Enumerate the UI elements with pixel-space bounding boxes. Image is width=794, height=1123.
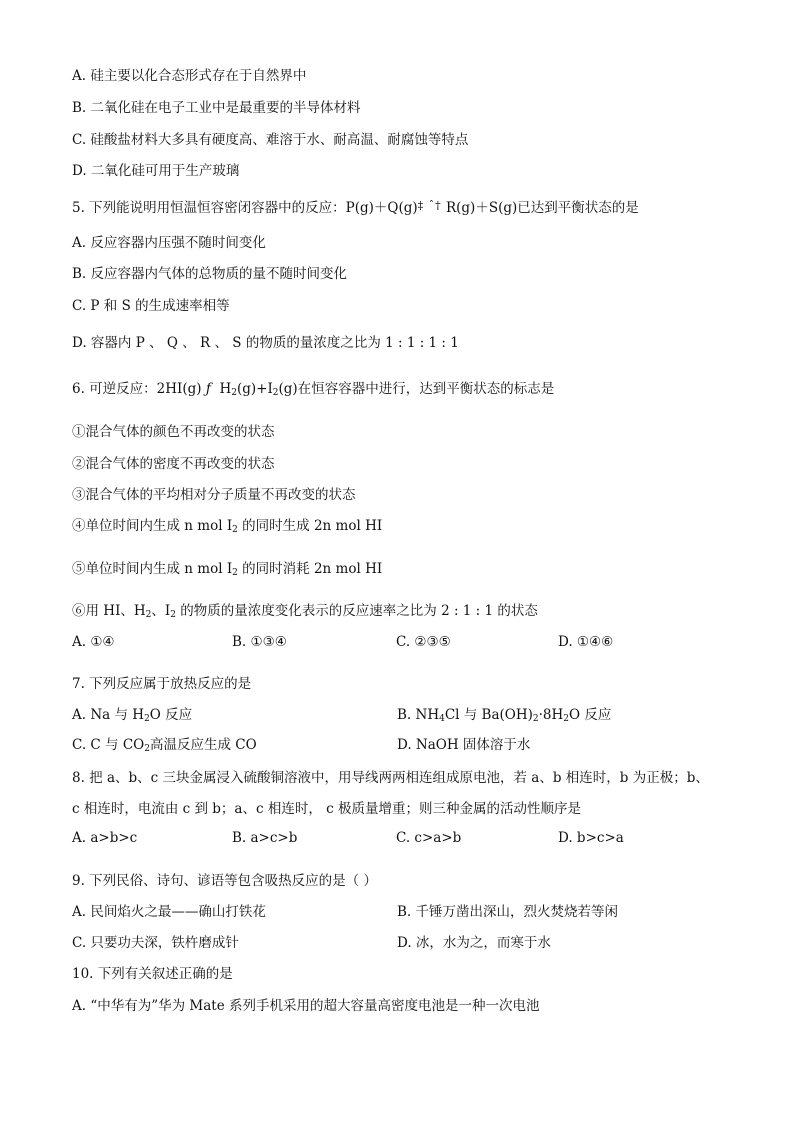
q6-stem-post: (g)在恒容容器中进行，达到平衡状态的标志是 [278, 381, 555, 397]
q7-sub: 2 [563, 714, 570, 724]
q7-sub: 4 [439, 714, 445, 724]
q6-sub: 2 [232, 525, 238, 535]
q6-statement-6 [72, 602, 538, 624]
q7-c-post: 高温反应生成 CO [149, 737, 257, 753]
q7-option-a [72, 706, 192, 728]
q7-a-post: O 反应 [149, 707, 193, 723]
q5-option-a: A. 反应容器内压强不随时间变化 [72, 235, 266, 251]
prev-option-c: C. 硅酸盐材料大多具有硬度高、难溶于水、耐高温、耐腐蚀等特点 [72, 132, 469, 148]
q7-option-d: D. NaOH 固体溶于水 [397, 737, 531, 753]
q10-option-a: A. “中华有为”华为 Mate 系列手机采用的超大容量高密度电池是一种一次电池 [72, 998, 540, 1014]
q7-a-pre: A. Na 与 H [72, 707, 145, 723]
prev-option-d: D. 二氧化硅可用于生产玻璃 [72, 163, 240, 179]
q5-option-b: B. 反应容器内气体的总物质的量不随时间变化 [72, 266, 348, 282]
q5-stem [72, 197, 639, 217]
equilibrium-arrow-icon: ƒ [205, 381, 211, 397]
q6-s4-post: 的同时生成 2n mol HI [237, 518, 383, 534]
q7-option-b [397, 706, 611, 728]
prev-option-a: A. 硅主要以化合态形式存在于自然界中 [72, 68, 307, 84]
q6-statement-4 [72, 517, 382, 539]
q6-s6-mid: 、I [151, 603, 171, 619]
q7-b-pre: B. NH [397, 707, 440, 723]
q7-stem: 7. 下列反应属于放热反应的是 [72, 676, 252, 692]
q7-b-mid: Cl 与 Ba(OH) [444, 707, 533, 723]
prev-option-b: B. 二氧化硅在电子工业中是最重要的半导体材料 [72, 100, 361, 116]
q10-stem: 10. 下列有关叙述正确的是 [72, 966, 233, 982]
q6-h: H [219, 381, 232, 397]
q6-sub: 2 [170, 610, 176, 620]
q6-statement-2: ②混合气体的密度不再改变的状态 [72, 456, 275, 472]
q9-option-a: A. 民间焰火之最——确山打铁花 [72, 904, 266, 920]
q6-s5-pre: ⑤单位时间内生成 n mol I [72, 561, 233, 577]
q6-stem [72, 380, 554, 402]
q5-option-d: D. 容器内 P 、 Q 、 R 、 S 的物质的量浓度之比为 1 : 1 : 1 : 1 [72, 335, 459, 351]
q6-mid: (g)+I [236, 381, 273, 397]
q6-s6-pre: ⑥用 HI、H [72, 603, 146, 619]
q9-option-c: C. 只要功夫深，铁杵磨成针 [72, 935, 239, 951]
q5-option-c: C. P 和 S 的生成速率相等 [72, 298, 230, 314]
q8-option-d: D. b>c>a [558, 830, 624, 846]
q9-stem: 9. 下列民俗、诗句、谚语等包含吸热反应的是（ ） [72, 873, 377, 889]
q6-s4-pre: ④单位时间内生成 n mol I [72, 518, 233, 534]
q5-reaction-right: R(g)＋S(g) [445, 200, 518, 216]
q6-sub: 2 [231, 388, 237, 398]
q7-b-post: ·8H [538, 707, 564, 723]
q8-option-b: B. a>c>b [232, 830, 298, 846]
q6-statement-5 [72, 560, 382, 582]
q6-sub: 2 [145, 610, 152, 620]
q7-sub: 2 [144, 714, 150, 724]
q9-option-b: B. 千锤万凿出深山，烈火焚烧若等闲 [397, 904, 619, 920]
q7-c-pre: C. C 与 CO [72, 737, 145, 753]
q7-b-end: O 反应 [569, 707, 612, 723]
q6-option-b: B. ①③④ [232, 634, 287, 650]
q6-stem-pre: 6. 可逆反应：2HI(g) [72, 381, 202, 397]
q5-stem-pre: 5. 下列能说明用恒温恒容密闭容器中的反应： [72, 200, 346, 216]
q7-sub: 2 [144, 744, 150, 754]
equilibrium-arrow-icon: ‡ ˆ† [417, 199, 442, 212]
q8-option-a: A. a>b>c [72, 830, 138, 846]
q9-option-d: D. 冰，水为之，而寒于水 [397, 935, 551, 951]
q6-statement-1: ①混合气体的颜色不再改变的状态 [72, 424, 275, 440]
q6-option-a: A. ①④ [72, 634, 115, 650]
q6-s5-post: 的同时消耗 2n mol HI [237, 561, 383, 577]
q6-sub: 2 [272, 388, 279, 398]
q5-reaction-left: P(g)＋Q(g) [345, 200, 418, 216]
q6-sub: 2 [232, 568, 238, 578]
q8-stem-line-2: c 相连时，电流由 c 到 b；a、c 相连时， c 极质量增重；则三种金属的活动性顺序是 [72, 801, 581, 817]
q8-option-c: C. c>a>b [396, 830, 462, 846]
q6-option-d: D. ①④⑥ [558, 634, 614, 650]
q6-s6-post: 的物质的量浓度变化表示的反应速率之比为 2 : 1 : 1 的状态 [175, 603, 538, 619]
q8-stem-line-1: 8. 把 a、b、c 三块金属浸入硫酸铜溶液中，用导线两两相连组成原电池，若 a、b 相连时，b 为正极；b、 [72, 770, 709, 786]
q6-option-c: C. ②③⑤ [396, 634, 451, 650]
q6-statement-3: ③混合气体的平均相对分子质量不再改变的状态 [72, 487, 356, 503]
q7-sub: 2 [532, 714, 539, 724]
q7-option-c [72, 736, 257, 758]
q5-stem-post: 已达到平衡状态的是 [517, 200, 639, 216]
